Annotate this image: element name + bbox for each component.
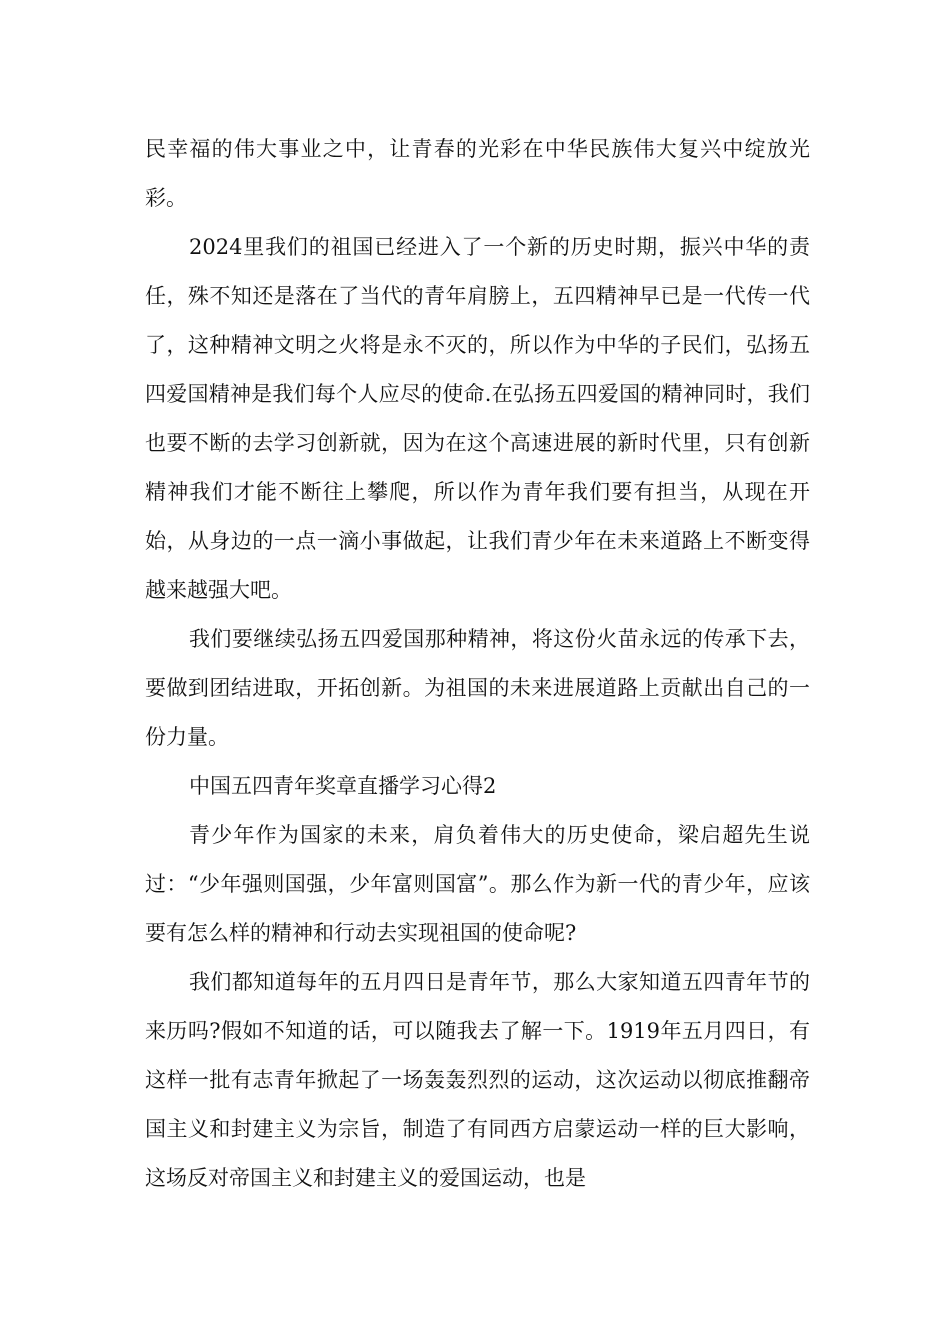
paragraph-2024-new-era: 2024里我们的祖国已经进入了一个新的历史时期，振兴中华的责任，殊不知还是落在了当代的青年肩膀上，五四精神早已是一代传一代了，这种精神文明之火将是永不灭的，所以作为中华的子民们，弘扬五四爱国精神是我们每个人应尽的使命.在弘扬五四爱国的精神同时，我们也要不断的去学习创新就，因为在这个高速进展的新时代里，只有创新精神我们才能不断往上攀爬，所以作为青年我们要有担当，从现在开始，从身边的一点一滴小事做起，让我们青少年在未来道路上不断变得越来越强大吧。 xyxy=(145,235,810,602)
paragraph-continuation: 民幸福的伟大事业之中，让青春的光彩在中华民族伟大复兴中绽放光彩。 xyxy=(145,137,810,210)
document-page xyxy=(145,125,810,1203)
paragraph-youth-future: 青少年作为国家的未来，肩负着伟大的历史使命，梁启超先生说过：“少年强则国强，少年富则国富”。那么作为新一代的青少年，应该要有怎么样的精神和行动去实现祖国的使命呢? xyxy=(145,823,810,945)
section-heading: 中国五四青年奖章直播学习心得2 xyxy=(189,774,497,798)
paragraph-carry-on-spirit: 我们要继续弘扬五四爱国那种精神，将这份火苗永远的传承下去，要做到团结进取，开拓创新。为祖国的未来进展道路上贡献出自己的一份力量。 xyxy=(145,627,810,749)
paragraph-youth-day-history: 我们都知道每年的五月四日是青年节，那么大家知道五四青年节的来历吗?假如不知道的话，可以随我去了解一下。1919年五月四日，有这样一批有志青年掀起了一场轰轰烈烈的运动，这次运动以彻底推翻帝国主义和封建主义为宗旨，制造了有同西方启蒙运动一样的巨大影响，这场反对帝国主义和封建主义的爱国运动，也是 xyxy=(145,970,810,1190)
